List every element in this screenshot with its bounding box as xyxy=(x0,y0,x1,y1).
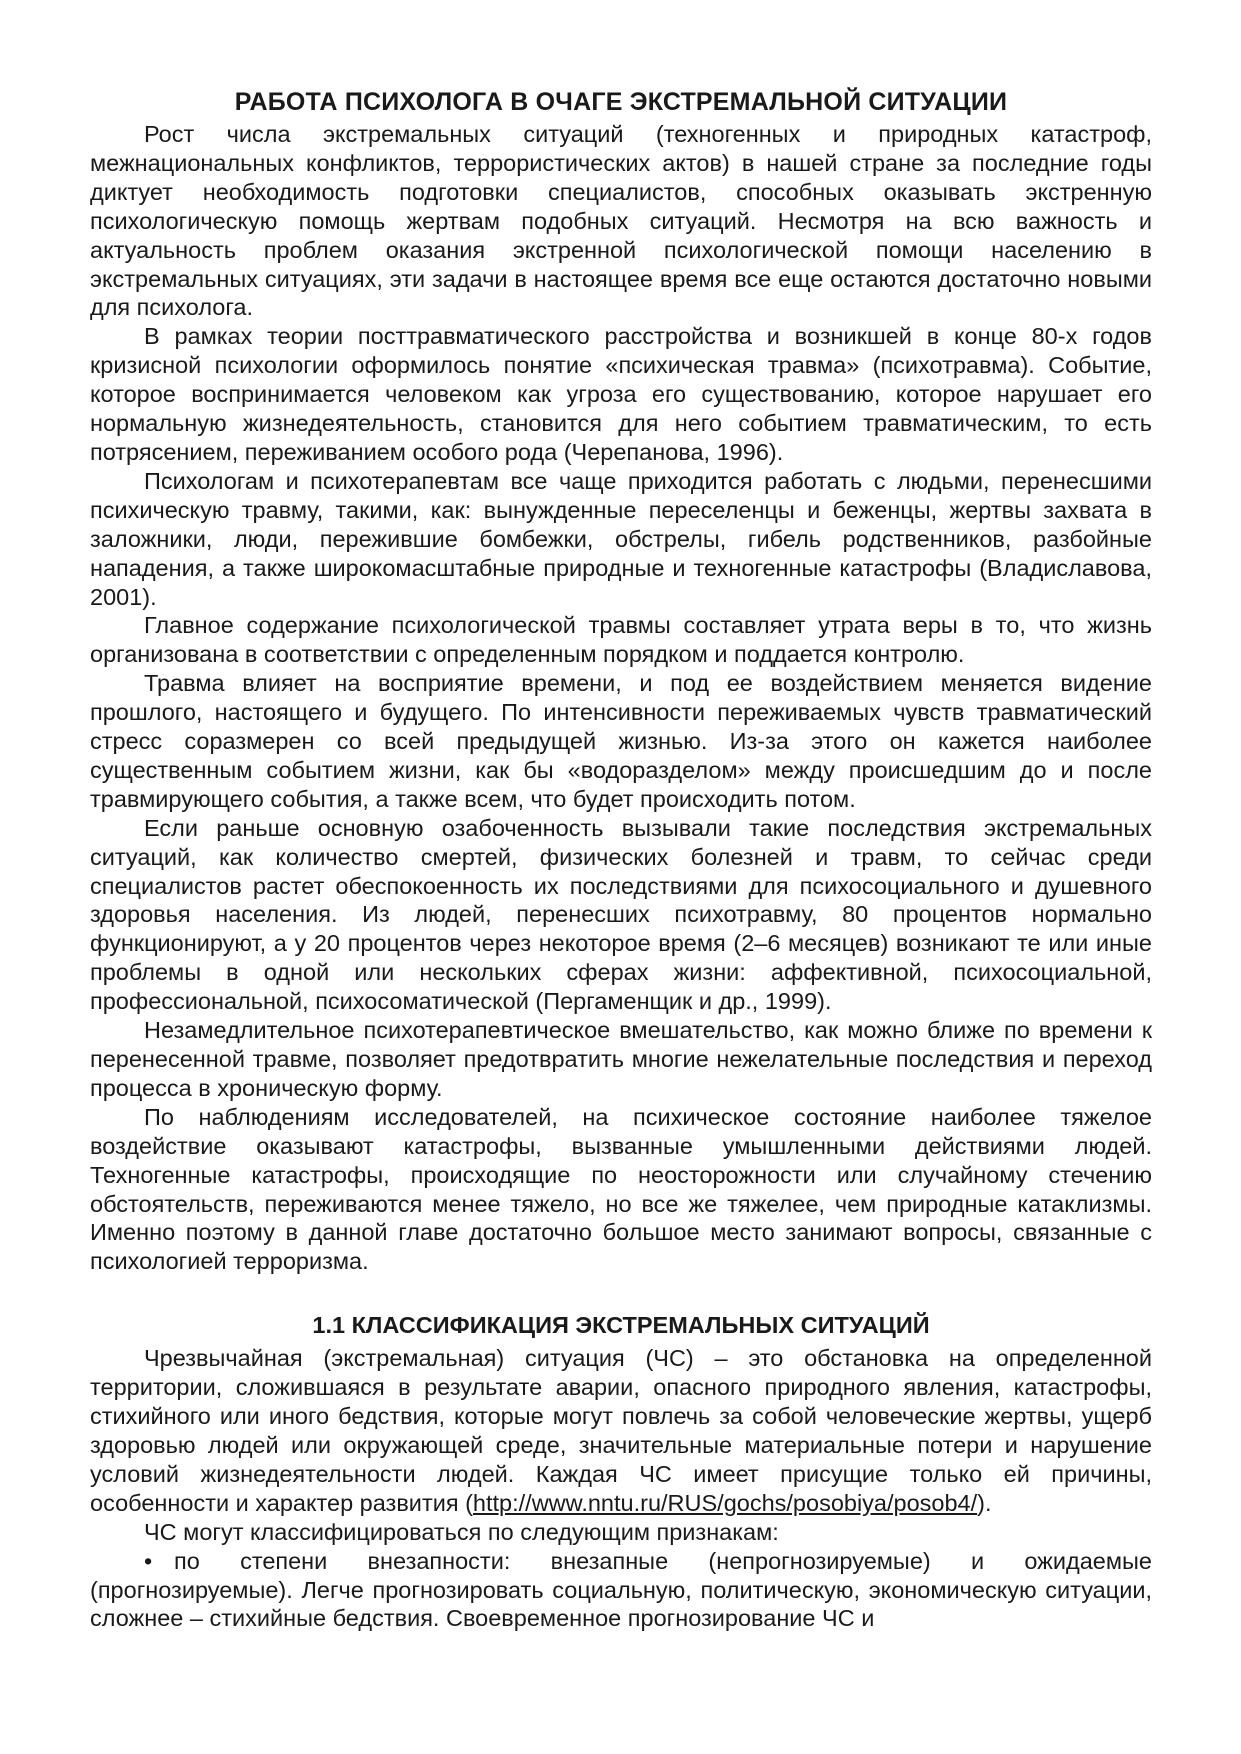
document-page xyxy=(90,84,1152,1633)
bullet-item-suddenness xyxy=(90,1547,1152,1634)
link-open-paren: ( xyxy=(465,1489,473,1516)
paragraph-definition xyxy=(90,1344,1152,1517)
paragraph-classify-intro: ЧС могут классифицироваться по следующим признакам: xyxy=(144,1518,779,1545)
section-title: 1.1 КЛАССИФИКАЦИЯ ЭКСТРЕМАЛЬНЫХ СИТУАЦИЙ xyxy=(312,1312,930,1339)
paragraph-time-perception: Травма влияет на восприятие времени, и под ее воздействием меняется видение прошлого, настоящего и будущего. По интенсивности переживаемых чувств травматический стресс соразмерен со всей предыдущей жизнью. Из-за этого он кажется наиболее существенным событием жизни, как бы «водоразделом» между происшедшим до и после травмирующего события, а также всем, что будет происходить потом. xyxy=(90,670,1152,812)
bullet-icon: • xyxy=(144,1547,153,1574)
paragraph-psychologists: Психологам и психотерапевтам все чаще приходится работать с людьми, перенесшими психическую травму, такими, как: вынужденные переселенцы и беженцы, жертвы захвата в заложники, люди, пережившие бомбежки, обстрелы, гибель родственников, разбойные нападения, а также широкомасштабные природные и техногенные катастрофы (Владиславова, 2001). xyxy=(90,467,1152,610)
paragraph-intervention: Незамедлительное психотерапевтическое вмешательство, как можно ближе по времени к перенесенной травме, позволяет предотвратить многие нежелательные последствия и переход процесса в хроническую форму. xyxy=(90,1017,1152,1101)
paragraph-intro: Рост числа экстремальных ситуаций (техногенных и природных катастроф, межнациональных конфликтов, террористических актов) в нашей стране за последние годы диктует необходимость подготовки специалистов, способных оказывать экстренную психологическую помощь жертвам подобных ситуаций. Несмотря на всю важность и актуальность проблем оказания экстренной психологической помощи населению в экстремальных ситуациях, эти задачи в настоящее время все еще остаются достаточно новыми для психолога. xyxy=(90,121,1152,321)
definition-text: Чрезвычайная (экстремальная) ситуация (ЧС) – это обстановка на определенной территории, сложившаяся в результате аварии, опасного природного явления, катастрофы, стихийного или иного бедствия, которые могут повлечь за собой человеческие жертвы, ущерб здоровью людей или окружающей среде, значительные материальные потери и нарушение условий жизнедеятельности людей. Каждая ЧС имеет присущие только ей причины, особенности и характер развития xyxy=(90,1345,1152,1516)
bullet-text: по степени внезапности: внезапные (непрогнозируемые) и ожидаемые (прогнозируемые). Легче прогнозировать социальную, политическую, экономическую ситуации, сложнее – стихийные бедствия. Своевременное прогнозирование ЧС и xyxy=(90,1547,1152,1632)
paragraph-main-content: Главное содержание психологической травмы составляет утрата веры в то, что жизнь организована в соответствии с определенным порядком и поддается контролю. xyxy=(90,612,1152,668)
paragraph-observations: По наблюдениям исследователей, на психическое состояние наиболее тяжелое воздействие оказывают катастрофы, вызванные умышленными действиями людей. Техногенные катастрофы, происходящие по неосторожности или случайному стечению обстоятельств, переживаются менее тяжело, но все же тяжелее, чем природные катаклизмы. Именно поэтому в данной главе достаточно большое место занимают вопросы, связанные с психологией терроризма. xyxy=(90,1103,1152,1275)
document-title: РАБОТА ПСИХОЛОГА В ОЧАГЕ ЭКСТРЕМАЛЬНОЙ СИТУАЦИИ xyxy=(234,88,1008,116)
link-close-paren: ). xyxy=(977,1489,992,1516)
paragraph-concerns: Если раньше основную озабоченность вызывали такие последствия экстремальных ситуаций, как количество смертей, физических болезней и травм, то сейчас среди специалистов растет обеспокоенность их последствиями для психосоциального и душевного здоровья населения. Из людей, перенесших психотравму, 80 процентов нормально функционируют, а у 20 процентов через некоторое время (2–6 месяцев) возникают те или иные проблемы в одной или нескольких сферах жизни: аффективной, психосоциальной, профессиональной, психосоматической (Пергаменщик и др., 1999). xyxy=(90,814,1152,1015)
paragraph-psychotrauma: В рамках теории посттравматического расстройства и возникшей в конце 80-х годов кризисной психологии оформилось понятие «психическая травма» (психотравма). Событие, которое воспринимается человеком как угроза его существованию, которое нарушает его нормальную жизнедеятельность, становится для него событием травматическим, то есть потрясением, переживанием особого рода (Черепанова, 1996). xyxy=(90,323,1152,465)
source-link[interactable]: http://www.nntu.ru/RUS/gochs/posobiya/posob4/ xyxy=(472,1489,978,1516)
